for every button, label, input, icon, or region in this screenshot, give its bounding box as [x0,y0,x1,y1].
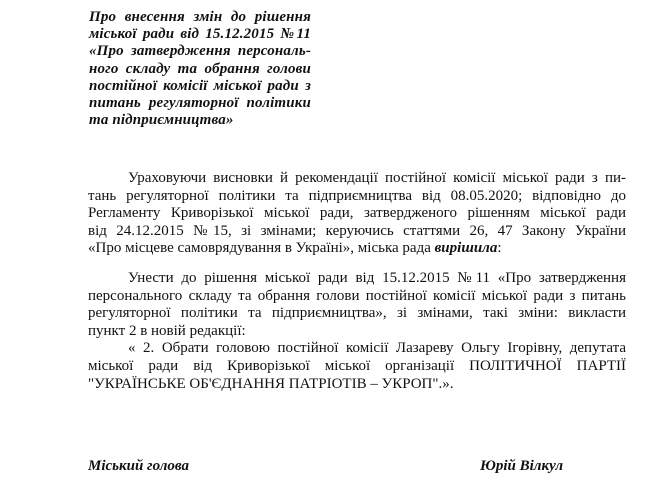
resolution-paragraph [88,270,626,340]
document-title [89,9,311,129]
text-line: персонального складу та обрання голови постійної комісії міської ради з питань [88,287,626,304]
signature-name: Юрій Вілкул [480,458,564,474]
decision-word: вирішила [434,240,498,257]
text-line: регуляторної політики та підприємництва», зі змінами, такі зміни: викласти [88,305,626,322]
title-line: постійної комісії міської ради з [89,77,311,94]
text-line: від 24.12.2015 №15, зі змінами; керуючись статтями 26, 47 Закону України [88,222,626,239]
point-2-paragraph [88,340,626,393]
text-line: Ураховуючи висновки й рекомендації постійної комісії міської ради з пи- [128,170,626,186]
text-line: "УКРАЇНСЬКЕ ОБ'ЄДНАННЯ ПАТРІОТІВ – УКРОП".». [88,375,454,392]
text-line: « 2. Обрати головою постійної комісії Лазареву Ольгу Ігорівну, депутата [128,340,626,357]
text-line: Унести до рішення міської ради від 15.12.2015 №11 «Про затвердження [128,270,626,286]
preamble-last-text: «Про місцеве самоврядування в Україні», міська рада [88,240,435,257]
title-line: Про внесення змін до рішення [89,9,311,25]
text-line [88,240,626,258]
title-line: та підприємництва» [89,112,234,129]
text-line: пункт 2 в новій редакції: [88,322,246,339]
preamble-colon: : [497,240,502,257]
text-line: тань регуляторної політики та підприємництва від 08.05.2020; відповідно до [88,187,626,204]
title-line: «Про затвердження персональ- [89,43,311,60]
text-line: Регламенту Криворізької міської ради, затвердженого рішенням міської ради [88,205,626,222]
text-line: міської ради від Криворізької міської організації ПОЛІТИЧНОЇ ПАРТІЇ [88,357,626,374]
title-line: питань регуляторної політики [89,95,311,112]
title-line: ного складу та обрання голови [89,60,311,77]
title-line: міської ради від 15.12.2015 №11 [89,26,311,43]
preamble-paragraph [88,170,626,258]
signature-position: Міський голова [88,458,190,474]
